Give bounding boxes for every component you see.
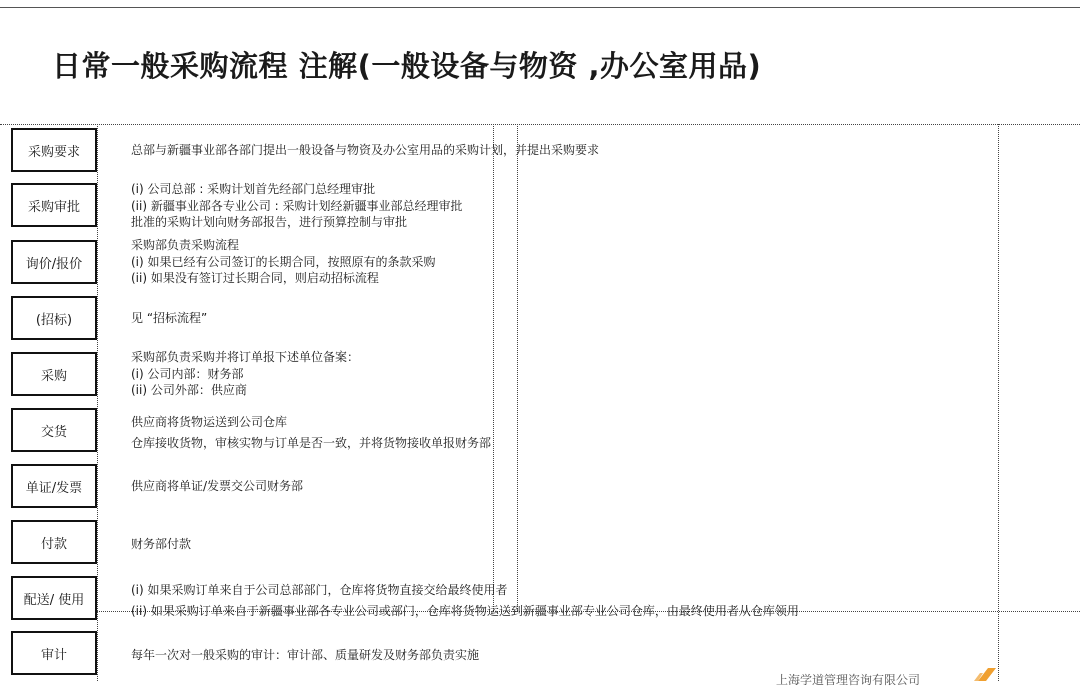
description-line: (ii) 如果没有签订过长期合同，则启动招标流程 <box>131 271 379 285</box>
description-line: 批准的采购计划向财务部报告，进行预算控制与审批 <box>131 215 408 229</box>
page-title: 日常一般采购流程 注解(一般设备与物资 ,办公室用品) <box>52 49 762 83</box>
step-description <box>131 349 359 399</box>
step-box <box>11 128 97 172</box>
guide-line-left <box>97 124 98 681</box>
step-label: 配送/ 使用 <box>23 592 85 608</box>
description-line: (ii) 公司外部：供应商 <box>131 383 247 397</box>
step-box <box>11 352 97 396</box>
description-line: 采购部负责采购并将订单报下述单位备案： <box>131 350 360 364</box>
step-description <box>131 237 436 287</box>
step-box <box>11 408 97 452</box>
description-line: (ii) 如果采购订单来自于新疆事业部各专业公司或部门，仓库将货物运送到新疆事业部专业公司仓库，由最终使用者从仓库领用 <box>131 604 799 618</box>
description-line: (i) 如果已经有公司签订的长期合同，按照原有的条款采购 <box>131 254 436 269</box>
description-line: 见 “招标流程” <box>131 311 208 325</box>
step-description <box>131 536 191 553</box>
step-description <box>131 647 479 664</box>
step-label: 采购要求 <box>27 144 80 160</box>
step-label: 审计 <box>40 647 67 663</box>
description-line: (i) 公司内部：财务部 <box>131 366 244 381</box>
guide-line-right <box>998 124 999 681</box>
step-box <box>11 464 97 508</box>
step-description <box>131 580 799 622</box>
step-label: 单证/发票 <box>25 480 83 496</box>
description-line: 采购部负责采购流程 <box>131 238 240 252</box>
description-line: 总部与新疆事业部各部门提出一般设备与物资及办公室用品的采购计划，并提出采购要求 <box>131 143 600 157</box>
step-description <box>131 181 463 231</box>
step-label: 交货 <box>40 424 67 440</box>
step-box <box>11 631 97 675</box>
company-name: 上海学道管理咨询有限公司 <box>776 673 921 687</box>
guide-line-top <box>0 124 1080 125</box>
step-description <box>131 310 207 327</box>
description-line: (ii) 新疆事业部各专业公司 : 采购计划经新疆事业部总经理审批 <box>131 198 463 213</box>
description-line: 供应商将货物运送到公司仓库 <box>131 415 288 429</box>
description-line: 供应商将单证/发票交公司财务部 <box>131 479 304 493</box>
description-line: (i) 公司总部 : 采购计划首先经部门总经理审批 <box>131 182 376 196</box>
step-label: 采购 <box>40 368 67 384</box>
company-logo-icon <box>974 668 998 681</box>
step-box <box>11 576 97 620</box>
step-box <box>11 183 97 227</box>
step-label: 采购审批 <box>27 199 80 215</box>
description-line: 每年一次对一般采购的审计：审计部、质量研发及财务部负责实施 <box>131 648 480 662</box>
step-description <box>131 142 599 159</box>
description-line: 财务部付款 <box>131 537 192 551</box>
step-label: (招标) <box>35 312 73 328</box>
description-line: (i) 如果采购订单来自于公司总部部门，仓库将货物直接交给最终使用者 <box>131 583 508 597</box>
step-description <box>131 412 491 454</box>
top-rule <box>0 7 1080 8</box>
step-description <box>131 478 303 495</box>
step-label: 询价/报价 <box>25 256 83 272</box>
step-label: 付款 <box>40 536 67 552</box>
guide-line-mid-b <box>517 124 518 611</box>
description-line: 仓库接收货物，审核实物与订单是否一致，并将货物接收单报财务部 <box>131 436 492 450</box>
step-box <box>11 520 97 564</box>
step-box <box>11 240 97 284</box>
step-box <box>11 296 97 340</box>
guide-line-mid-a <box>493 124 494 611</box>
